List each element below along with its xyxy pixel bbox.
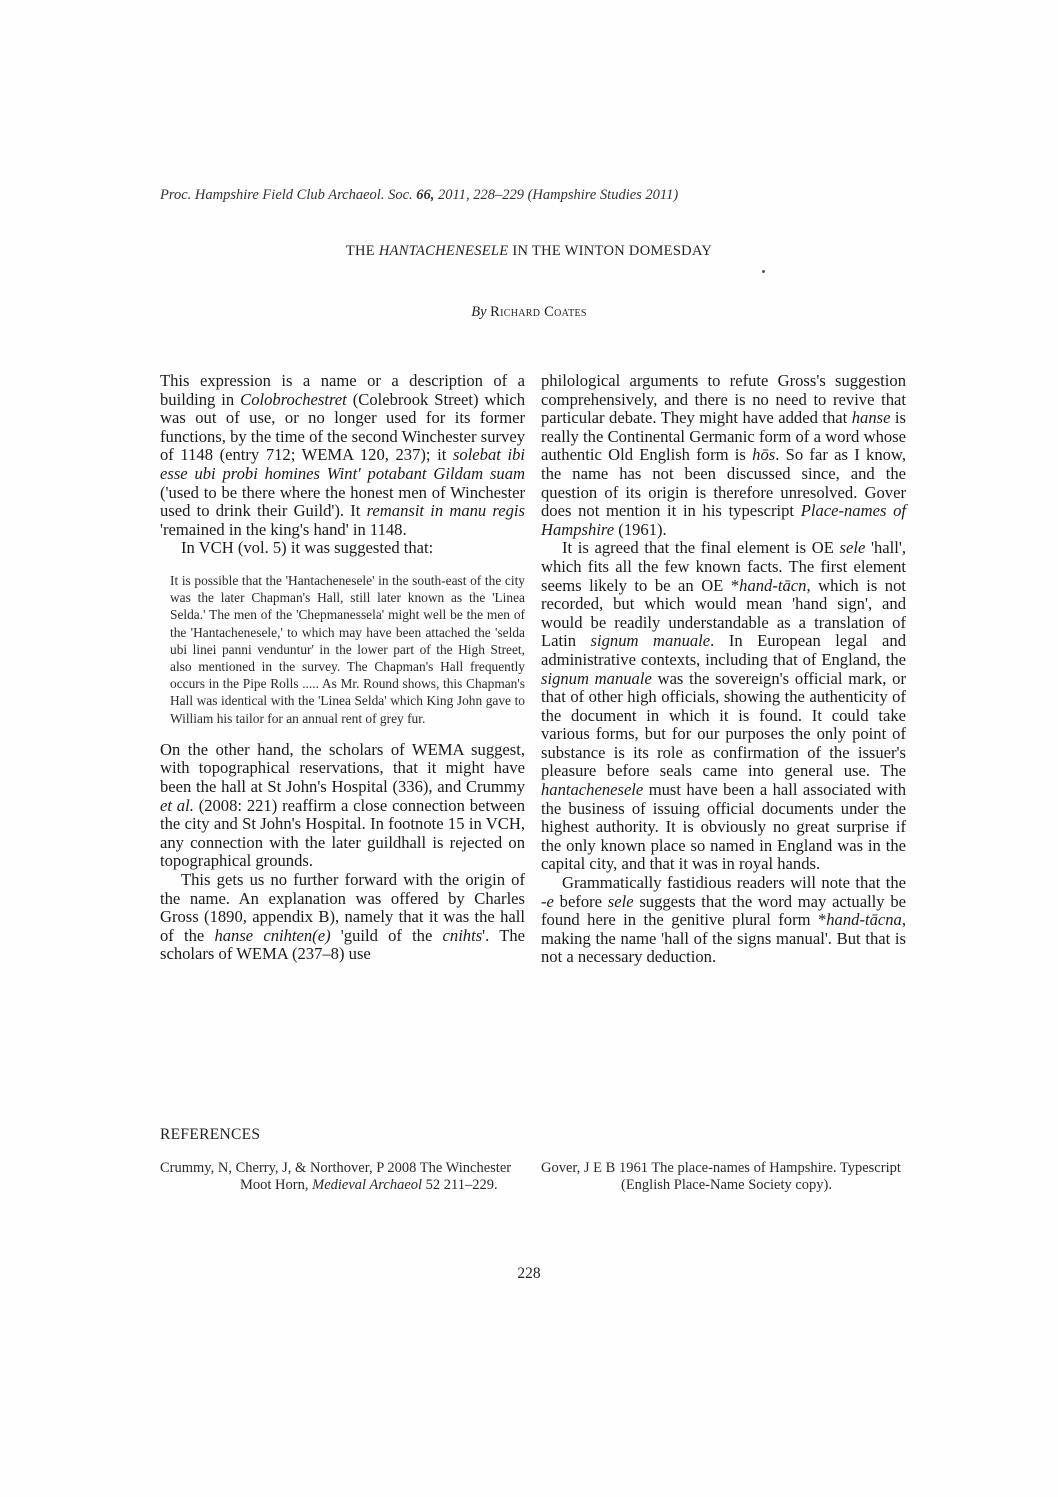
stray-mark [762, 270, 765, 273]
references-heading: REFERENCES [160, 1126, 261, 1143]
article-title: THE HANTACHENESELE IN THE WINTON DOMESDAY [345, 243, 713, 259]
journal-citation: Proc. Hampshire Field Club Archaeol. Soc. 66, 2011, 228–229 (Hampshire Studies 2011) [160, 187, 679, 203]
paragraph: It is agreed that the final element is OE sele 'hall', which fits all the few known facts. The first element seems likely to be an OE *hand-tācn, which is not recorded, but which would mean 'hand sign', and would be readily understandable as a translation of Latin signum manuale. In European legal and administrative contexts, including that of England, the signum manuale was the sovereign's official mark, or that of other high officials, showing the authenticity of the document in which it is found. It could take various forms, but for our purposes the only point of substance is its role as confirmation of the issuer's pleasure before seals came into general use. The hantachenesele must have been a hall associated with the business of issuing official documents under the highest authority. It is obviously no great surprise if the only known place so named in England was in the capital city, and that it was in royal hands. [541, 538, 907, 874]
paragraph: philological arguments to refute Gross's suggestion comprehensively, and there is no need to revive that particular debate. They might have added that hanse is really the Continental Germanic form of a word whose authentic Old English form is hōs. So far as I know, the name has not been discussed since, and the question of its origin is therefore unresolved. Gover does not mention it in his typescript Place-names of Hampshire (1961). [541, 371, 907, 539]
right-column [541, 372, 906, 967]
paragraph: Grammatically fastidious readers will note that the -e before sele suggests that the word may actually be found here in the genitive plural form *hand-tācna, making the name 'hall of the signs manual'. But that is not a necessary deduction. [541, 873, 906, 967]
byline: By Richard Coates [471, 304, 587, 320]
reference-entry: Crummy, N, Cherry, J, & Northover, P 2008 The Winchester Moot Horn, Medieval Archaeol 52 211–229. [160, 1160, 512, 1193]
paragraph: This gets us no further forward with the origin of the name. An explanation was offered by Charles Gross (1890, appendix B), namely that it was the hall of the hanse cnihten(e) 'guild of the cnihts'. The scholars of WEMA (237–8) use [160, 869, 525, 964]
paragraph: On the other hand, the scholars of WEMA suggest, with topographical reservations, that it might have been the hall at St John's Hospital (336), and Crummy et al. (2008: 221) reaffirm a close connection between the city and St John's Hospital. In footnote 15 in VCH, any connection with the later guildhall is rejected on topographical grounds. [160, 739, 525, 871]
block-quote: It is possible that the 'Hantachenesele' in the south-east of the city was the later Chapman's Hall, still later known as the 'Linea Selda.' The men of the 'Chepmanessela' might well be the men of the 'Hantachenesele,' to which may have been attached the 'selda ubi linei panni venduntur' in the lower part of the High Street, also mentioned in the survey. The Chapman's Hall frequently occurs in the Pipe Rolls ..... As Mr. Round shows, this Chapman's Hall was identical with the 'Linea Selda' which King John gave to William his tailor for an annual rent of grey fur. [170, 572, 525, 726]
author-name: Richard Coates [490, 304, 587, 320]
page-number: 228 [517, 1265, 541, 1282]
paragraph: In VCH (vol. 5) it was suggested that: [181, 538, 434, 558]
left-column [160, 372, 525, 964]
reference-entry: Gover, J E B 1961 The place-names of Hampshire. Typescript (English Place-Name Society copy). [541, 1160, 901, 1193]
paragraph: This expression is a name or a description of a building in Colobrochestret (Colebrook Street) which was out of use, or no longer used for its former functions, by the time of the second Winchester survey of 1148 (entry 712; WEMA 120, 237); it solebat ibi esse ubi probi homines Wint' potabant Gildam suam ('used to be there where the honest men of Winchester used to drink their Guild'). It remansit in manu regis 'remained in the king's hand' in 1148. [160, 371, 525, 539]
